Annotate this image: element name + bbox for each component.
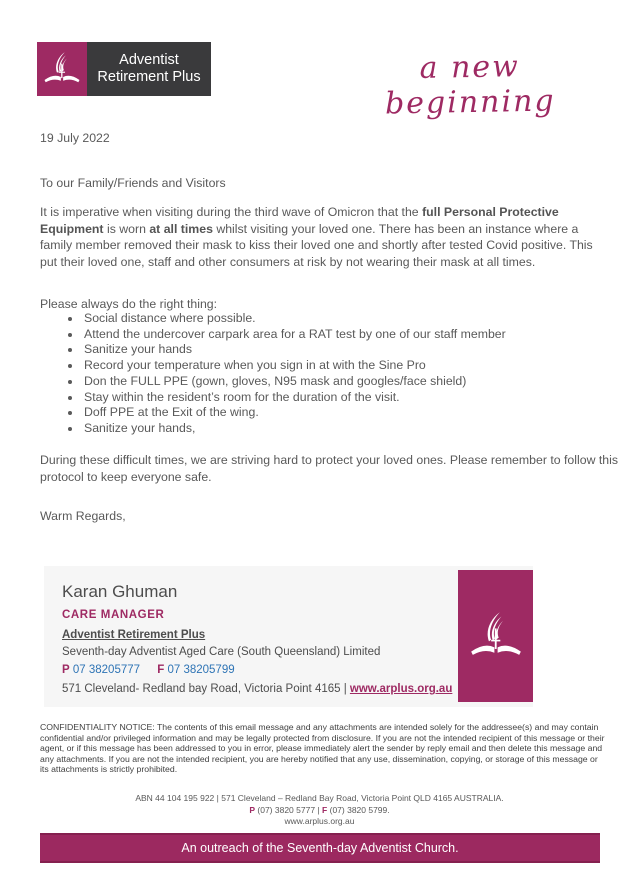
footer-separator: | (317, 804, 320, 815)
adventist-flame-book-icon (37, 42, 87, 96)
footer-phone: (07) 3820 5777 (257, 804, 316, 815)
website-link[interactable]: www.arplus.org.au (349, 683, 453, 695)
para1-text: It is imperative when visiting during the third wave of Omicron that the (40, 205, 423, 219)
protocol-list (40, 311, 639, 437)
signature-block (44, 566, 533, 707)
tagline-script: a new beginning (384, 49, 556, 122)
logo-line1: Adventist (119, 52, 179, 68)
signature-title: CARE MANAGER (62, 609, 165, 621)
signature-name: Karan Ghuman (62, 582, 178, 601)
para1-text: whilst visiting your loved one. There has been an instance where a family member removed their mask to kiss their loved one and shortly after tested Covid positive. This put their loved one, staff and other consumers at risk by not wearing their mask at all times. (40, 221, 593, 269)
footer-contact (0, 793, 639, 828)
signature-address: 571 Cleveland- Redland bay Road, Victoria Point 4165 | (62, 683, 350, 695)
list-intro: Please always do the right thing: (40, 297, 218, 311)
footer-address: 571 Cleveland – Redland Bay Road, Victoria Point QLD 4165 AUSTRALIA. (221, 793, 504, 803)
phone-number: 07 38205777 (72, 664, 141, 676)
footer-separator: | (216, 793, 219, 803)
footer-abn: ABN 44 104 195 922 (135, 793, 215, 803)
list-item: • Don the FULL PPE (gown, gloves, N95 mask and googles/face shield) (82, 374, 639, 390)
letter-date: 19 July 2022 (40, 131, 110, 145)
para1-text: is worn (103, 221, 150, 236)
adventist-flame-book-icon (458, 570, 533, 702)
list-item: • Sanitize your hands (82, 342, 639, 358)
para1-bold-ppe: full Personal Protective Equipment (40, 205, 559, 236)
list-item: • Stay within the resident’s room for the duration of the visit. (82, 390, 639, 406)
paragraph-closing: During these difficult times, we are striving hard to protect your loved ones. Please remember to follow this protocol to keep everyone safe. (40, 453, 618, 484)
footer-abn-address (0, 793, 639, 805)
sign-off: Warm Regards, (40, 509, 126, 523)
signature-org: Adventist Retirement Plus (62, 629, 206, 641)
company-logo (37, 42, 211, 96)
logo-wordmark (87, 42, 211, 96)
list-item: • Doff PPE at the Exit of the wing. (82, 405, 639, 421)
confidentiality-notice: CONFIDENTIALITY NOTICE: The contents of this email message and any attachments are intended solely for the addressee(s) and may contain confidential and/or privileged information and may be legally protected from disclosure. If you are not the intended recipient of this message or their agent, or if this message has been addressed to you in error, please immediately alert the sender by reply email and then delete this message and any attachments. If you are not the intended recipient, you are hereby notified that any use, dissemination, copying, or storage of this message or its attachments is strictly prohibited. (40, 722, 605, 775)
list-item: • Record your temperature when you sign in at with the Sine Pro (82, 358, 639, 374)
signature-address-line (62, 683, 452, 695)
phone-label: P (62, 664, 70, 676)
logo-line2: Retirement Plus (97, 69, 201, 85)
salutation: To our Family/Friends and Visitors (40, 176, 226, 190)
list-item: • Attend the undercover carpark area for a RAT test by one of our staff member (82, 327, 639, 343)
para1-bold-times: at all times (149, 221, 213, 236)
footer-fax-label: F (322, 804, 328, 815)
paragraph-ppe (40, 204, 612, 270)
footer-fax: (07) 3820 5799. (329, 804, 390, 815)
footer-phone-fax (0, 805, 639, 817)
fax-number: 07 38205799 (167, 664, 235, 676)
footer-website: www.arplus.org.au (284, 816, 355, 826)
outreach-banner: An outreach of the Seventh-day Adventist Church. (40, 833, 600, 863)
signature-org-legal: Seventh-day Adventist Aged Care (South Queensland) Limited (62, 646, 381, 658)
fax-label: F (157, 664, 165, 676)
footer-phone-label: P (249, 804, 256, 815)
list-item: • Sanitize your hands, (82, 421, 639, 437)
signature-phone-fax (62, 664, 452, 676)
list-item: • Social distance where possible. (82, 311, 639, 327)
